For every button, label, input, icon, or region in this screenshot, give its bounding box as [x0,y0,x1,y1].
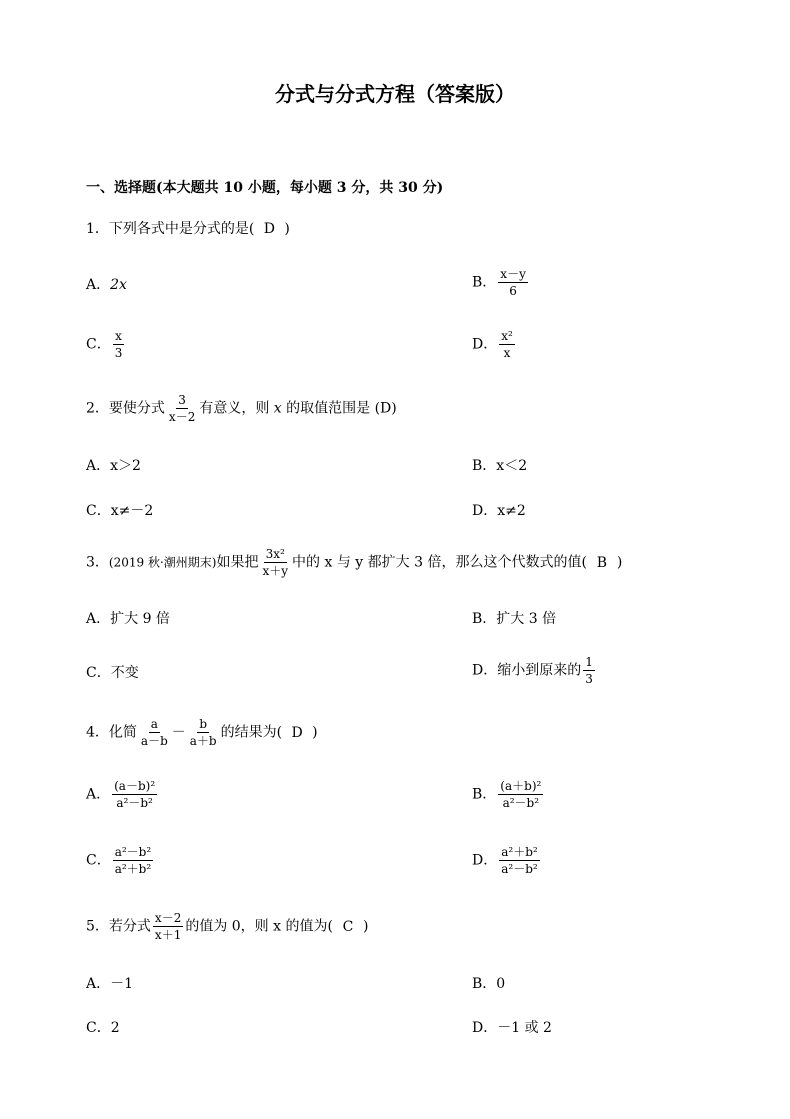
paren-close: ) [616,554,623,571]
q1-option-d [472,330,517,359]
option-label: D． [472,1020,498,1036]
q2-option-b [472,459,527,473]
option-label: B． [472,611,497,627]
option-label: C． [86,503,111,519]
numerator: b [199,717,208,731]
fraction [499,330,515,359]
numerator: (a－b)² [114,779,156,793]
question-2 [86,394,397,423]
fraction [188,718,219,747]
q4-option-d [472,846,542,875]
fraction [153,912,183,941]
option-label: A． [86,458,111,474]
question-1 [86,222,290,236]
page-title: 分式与分式方程（答案版） [275,82,515,106]
question-text: 的取值范围是 [286,400,371,417]
numerator: (a＋b)² [500,779,542,793]
answer: (D) [374,400,397,417]
numerator: a [150,717,158,731]
numerator: x [115,329,122,343]
option-label: C． [86,336,111,353]
option-label: D． [472,336,498,353]
denominator: 3 [585,672,593,686]
option-label: C． [86,1020,111,1036]
question-text: 中的 x 与 y 都扩大 3 倍，那么这个代数式的值( [292,554,587,571]
question-text: 如果把 [216,554,259,571]
question-5 [86,912,368,941]
option-label: D． [472,662,498,679]
question-text: 的结果为( [220,724,283,741]
option-value: 扩大 9 倍 [110,611,170,627]
denominator: a²－b² [502,796,540,810]
q4-option-b [472,780,545,809]
denominator: x－2 [168,410,196,424]
q3-option-a [86,612,170,626]
variable: x [273,400,282,417]
option-label: B． [472,458,497,474]
q5-option-b [472,977,505,991]
answer: B [596,554,608,571]
q3-option-b [472,612,556,626]
fraction [139,718,170,747]
denominator: x＋1 [154,928,182,942]
q3-option-c [86,666,139,680]
denominator: a－b [140,734,168,748]
option-label: A． [86,611,111,627]
option-label: B． [472,274,497,291]
q5-option-c [86,1021,120,1035]
numerator: 3x² [265,547,285,561]
section-heading: 一、选择题(本大题共 10 小题，每小题 3 分，共 30 分) [86,180,444,196]
option-value: x＜2 [496,458,528,474]
q2-option-a [86,459,141,473]
option-value: x≠2 [497,503,526,519]
question-number: 4． [86,724,109,741]
q5-option-d [472,1021,552,1035]
q1-option-a [86,278,127,292]
fraction [167,394,197,423]
question-text: 的值为 0，则 x 的值为( [185,918,333,935]
paren-close: ) [312,724,318,741]
denominator: x [503,346,511,360]
answer: C [342,918,354,935]
question-number: 5． [86,918,109,935]
question-text: 化简 [108,724,137,741]
question-number: 2． [86,400,109,417]
fraction [498,268,528,297]
fraction [113,330,125,359]
numerator: x² [501,329,513,343]
q3-option-d [472,656,597,685]
option-value: －1 或 2 [497,1020,552,1036]
question-text: 若分式 [108,918,151,935]
question-3 [86,548,622,577]
denominator: a²－b² [501,862,538,876]
numerator: x－y [500,267,526,281]
question-text: 下列各式中是分式的是( [108,221,255,237]
option-label: A． [86,277,111,293]
fraction [113,846,153,875]
question-text: 要使分式 [108,400,165,417]
option-value: x≠－2 [110,503,154,519]
paren-close: ) [362,918,369,935]
option-label: C． [86,852,111,869]
denominator: a²＋b² [114,862,152,876]
option-value: 2x [110,277,127,293]
option-value: 不变 [110,665,139,681]
q1-option-b [472,268,530,297]
option-value: 2 [110,1020,120,1036]
numerator: x－2 [154,911,182,925]
option-label: A． [86,976,111,992]
q1-option-c [86,330,126,359]
denominator: a²－b² [116,796,153,810]
q4-option-a [86,780,159,809]
question-4 [86,718,318,747]
denominator: 3 [114,346,123,360]
numerator: a²－b² [114,845,152,859]
option-label: C． [86,665,111,681]
option-value: 0 [496,976,506,992]
question-number: 1． [86,221,109,237]
answer: D [263,221,275,237]
answer: D [291,724,303,741]
fraction [112,780,157,809]
q2-option-d [472,504,526,518]
option-value: 扩大 3 倍 [496,611,557,627]
option-value: 缩小到原来的 [497,662,582,679]
paren-close: ) [284,221,290,237]
q2-option-c [86,504,153,518]
fraction [499,846,539,875]
option-label: D． [472,852,498,869]
denominator: x＋y [262,564,289,578]
minus-sign: － [171,724,186,741]
q5-option-a [86,977,133,991]
option-label: B． [472,976,497,992]
numerator: 3 [178,393,186,407]
option-label: D． [472,503,498,519]
option-value: x＞2 [110,458,141,474]
option-label: A． [86,786,111,803]
option-label: B． [472,786,497,803]
fraction [498,780,543,809]
numerator: a²＋b² [501,845,538,859]
question-number: 3． [86,554,109,571]
numerator: 1 [585,655,593,669]
fraction [260,548,290,577]
denominator: 6 [509,284,517,298]
question-source: (2019 秋·潮州期末) [108,555,217,570]
fraction [583,656,595,685]
q4-option-c [86,846,155,875]
question-text: 有意义，则 [199,400,270,417]
option-value: －1 [110,976,134,992]
denominator: a＋b [189,734,217,748]
